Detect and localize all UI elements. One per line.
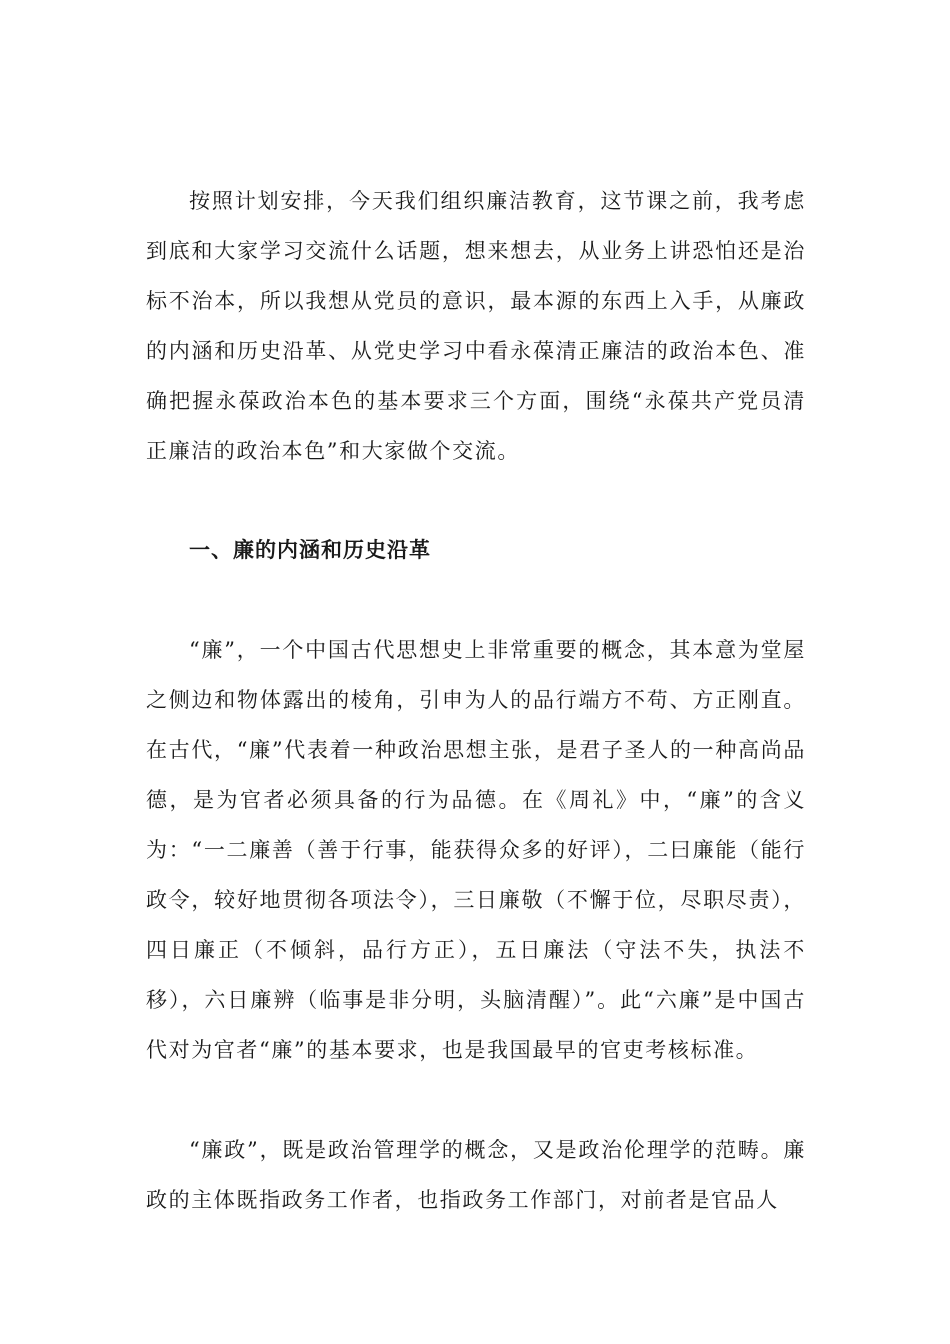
section1-paragraph-2: “廉政”，既是政治管理学的概念，又是政治伦理学的范畴。廉政的主体既指政务工作者，也指政务工作部门，对前者是官品人	[146, 1138, 806, 1212]
section-heading-1: 一、廉的内涵和历史沿革	[189, 538, 431, 562]
section1-paragraph-1: “廉”，一个中国古代思想史上非常重要的概念，其本意为堂屋之侧边和物体露出的棱角，引申为人的品行端方不苟、方正刚直。在古代，“廉”代表着一种政治思想主张，是君子圣人的一种高尚品德，是为官者必须具备的行为品德。在《周礼》中，“廉”的含义为：“一二廉善（善于行事，能获得众多的好评），二曰廉能（能行政令，较好地贯彻各项法令），三日廉敬（不懈于位，尽职尽责），四日廉正（不倾斜，品行方正），五日廉法（守法不失，执法不移），六日廉辨（临事是非分明，头脑清醒）”。此“六廉”是中国古代对为官者“廉”的基本要求，也是我国最早的官吏考核标准。	[146, 638, 806, 1062]
intro-paragraph: 按照计划安排，今天我们组织廉洁教育，这节课之前，我考虑到底和大家学习交流什么话题，想来想去，从业务上讲恐怕还是治标不治本，所以我想从党员的意识，最本源的东西上入手，从廉政的内涵和历史沿革、从党史学习中看永葆清正廉洁的政治本色、准确把握永葆政治本色的基本要求三个方面，围绕“永葆共产党员清正廉洁的政治本色”和大家做个交流。	[146, 189, 806, 463]
